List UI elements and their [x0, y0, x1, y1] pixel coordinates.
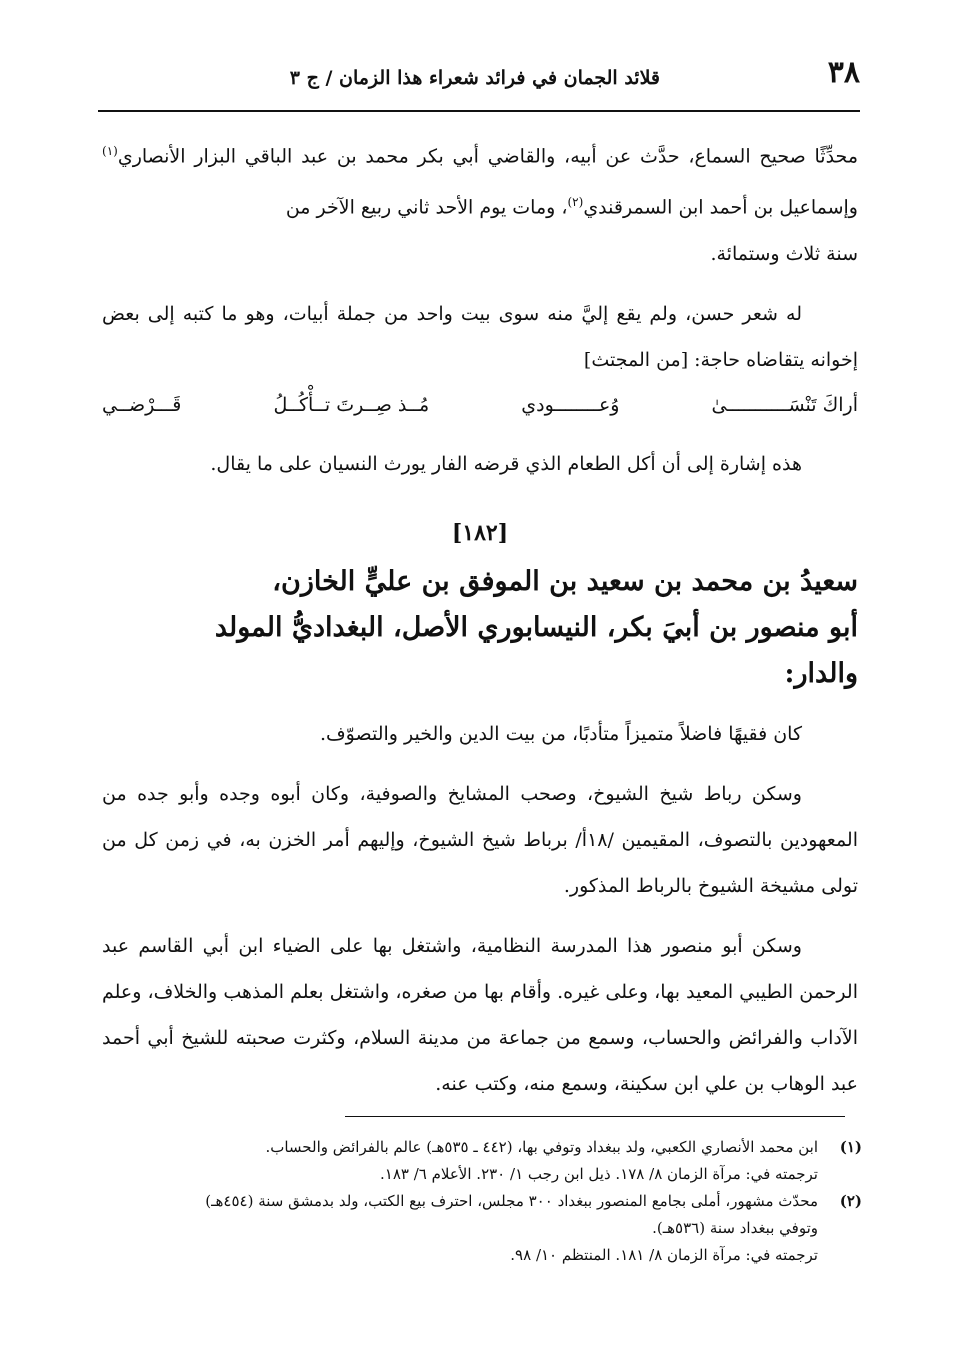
footnote-text-1 — [102, 1134, 818, 1188]
verse-hemistich-1a: أراكَ تَنْسَـــــــــــىٰ — [711, 393, 858, 416]
footnote-1-line-1: ابن محمد الأنصاري الكعبي، ولد ببغداد وتوفي بها، (٤٤٢ ـ ٥٣٥هـ) عالم بالفرائض والحساب. — [265, 1138, 818, 1156]
verse-line — [102, 383, 858, 427]
footnote-2-line-1: محدّث مشهور، أملى بجامع المنصور ببغداد ٣٠٠ مجلس، احترف بيع الكتب، ولد بدمشق سنة (٤٥٤هـ) — [205, 1192, 818, 1210]
intro-paragraph — [102, 128, 858, 277]
verse-hemistich-2a: مُــذ صِــرتَ تــأْكُــلُ — [273, 393, 430, 416]
footnote-mark-1: (١) — [839, 1138, 862, 1156]
para3-line-1: وسكن أبو منصور هذا المدرسة النظامية، واشتغل بها على الضياء ابن أبي القاسم عبد — [102, 934, 802, 957]
page-header — [100, 55, 860, 105]
biography-paragraph-3 — [102, 923, 858, 1107]
biography-paragraph-1: كان فقيهًا فاضلاً متميزاً متأدبًا، من بيت الدين والخير والتصوّف. — [319, 722, 802, 745]
biography-title-line-2: أبو منصور بن أبيَ بكر، النيسابوري الأصل، البغداديُّ المولد — [214, 611, 858, 643]
footnote-rule — [345, 1116, 845, 1117]
para2-line-1: وسكن رباط شيخ الشيوخ، وصحب المشايخ والصوفية، وكان أبوه وجده وأبو جده — [137, 782, 802, 805]
spacer — [102, 697, 858, 711]
para3-line-3: والخلاف، وعلم الآداب والفرائض والحساب، وسمع من جماعة من مدينة السلام، — [102, 980, 858, 1049]
intro-line-3: سنة ثلاث وستمائة. — [710, 242, 858, 265]
verse-hemistich-1b: وُعــــــــودي — [521, 393, 620, 416]
verse-note: هذه إشارة إلى أن أكل الطعام الذي قرضه الفار يورث النسيان على ما يقال. — [210, 452, 802, 475]
biography-number: [١٨٢] — [451, 519, 509, 546]
footnote-text-2 — [102, 1188, 818, 1269]
para2-line-2: من المعهودين بالتصوف، المقيمين /١٨أ/ برباط شيخ الشيوخ، وإليهم أمر الخزن به، في — [102, 782, 858, 851]
footnote-2-line-3: ترجمته في: مرآة الزمان ٨/ ١٨١. المنتظم ١٠/ ٩٨. — [510, 1246, 818, 1264]
main-text — [102, 128, 858, 1107]
running-title: قلائد الجمان في فرائد شعراء هذا الزمان / ج ٣ — [289, 67, 660, 89]
biography-title — [102, 559, 858, 697]
page-number: ٣٨ — [827, 55, 860, 90]
verse-hemistich-2b: قَـــرْضــي — [102, 393, 182, 416]
spacer — [102, 757, 858, 771]
para2-line-3: زمن كل من تولى مشيخة الشيوخ بالرباط المذكور. — [102, 828, 858, 897]
biography-paragraph-2 — [102, 771, 858, 909]
poetry-intro-line-2: بعض إخوانه يتقاضاه حاجة: [من المجتث] — [102, 302, 858, 371]
spacer — [102, 909, 858, 923]
footnote-2 — [102, 1188, 862, 1269]
footnote-ref-2[interactable]: (٢) — [567, 195, 584, 210]
footnote-2-line-2: وتوفي ببغداد سنة (٥٣٦هـ). — [652, 1219, 818, 1237]
intro-line-2b: وإسماعيل بن أحمد ابن السمرقندي — [583, 196, 858, 219]
poetry-intro-line-1: له شعر حسن، ولم يقع إليَّ منه سوى بيت واحد من جملة أبيات، وهو ما كتبه إلى — [147, 302, 802, 325]
footnotes — [102, 1134, 862, 1269]
poetry-intro-paragraph — [102, 291, 858, 383]
intro-line-2c: ، ومات يوم الأحد ثاني ربيع الآخر من — [285, 196, 568, 219]
footnote-1-line-2: ترجمته في: مرآة الزمان ٨/ ١٧٨. ذيل ابن رجب ١/ ٢٣٠. الأعلام ٦/ ١٨٣. — [380, 1165, 818, 1183]
biography-title-line-1: سعيدُ بن محمد بن سعيد بن الموفق بن عليٍّ الخازن، — [272, 565, 858, 597]
footnote-ref-1[interactable]: (١) — [102, 144, 118, 158]
para3-line-2: الرحمن الطيبي المعيد بها، وعلى غيره. وأقام بها من صغره، واشتغل بعلم المذهب — [223, 980, 858, 1003]
spacer — [102, 427, 858, 441]
intro-line-2a: الأنصاري — [117, 145, 186, 168]
intro-line-1: محدِّثًا صحيح السماع، حدَّث عن أبيه، والقاضي أبي بكر محمد بن عبد الباقي البزار — [194, 145, 858, 168]
footnote-mark-2: (٢) — [839, 1192, 862, 1210]
header-rule — [98, 110, 860, 112]
biography-title-line-3: والدار: — [784, 657, 858, 689]
footnote-1 — [102, 1134, 862, 1188]
spacer — [102, 277, 858, 291]
para3-line-4: وكثرت صحبته للشيخ أبي أحمد عبد الوهاب بن علي ابن سكينة، وسمع منه، وكتب عنه. — [102, 1026, 858, 1095]
